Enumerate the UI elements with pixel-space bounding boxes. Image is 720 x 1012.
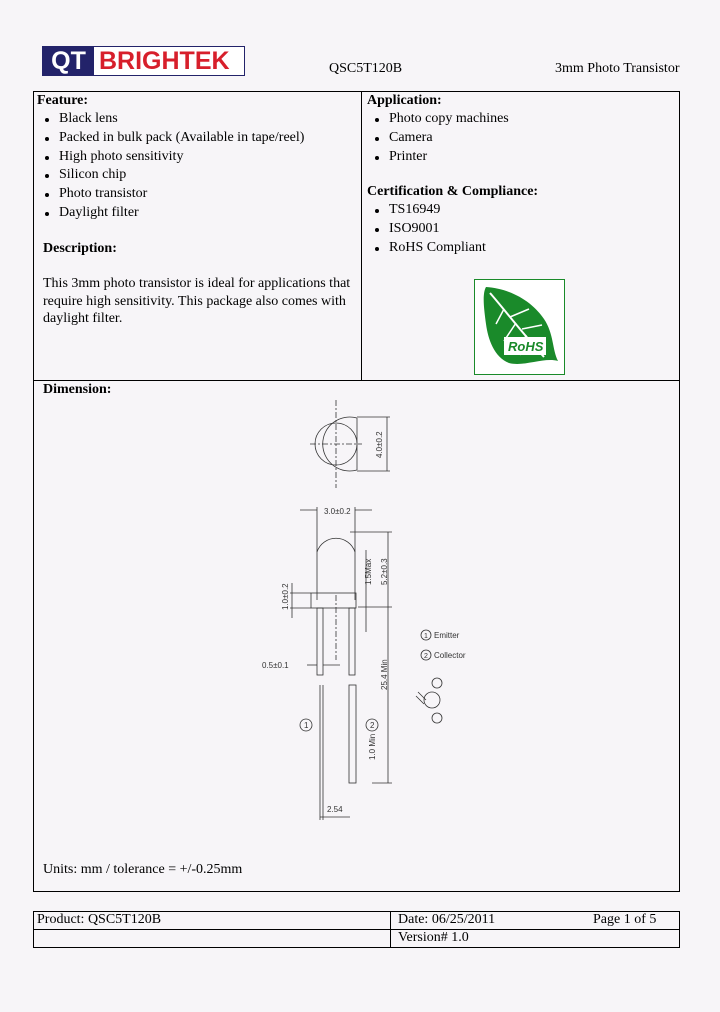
footer-page: Page 1 of 5 (593, 912, 657, 927)
dim-label: 1.5Max (364, 558, 373, 585)
footer-column-divider (390, 911, 391, 947)
dim-label: 2.54 (327, 805, 343, 814)
certification-heading: Certification & Compliance: (367, 184, 539, 199)
dim-label: 4.0±0.2 (375, 431, 384, 458)
side-view (262, 507, 392, 820)
list-item: ISO9001 (367, 220, 486, 239)
qt-brightek-logo (42, 46, 245, 76)
footer-version: Version# 1.0 (398, 930, 469, 945)
rohs-leaf-logo (474, 279, 566, 376)
list-item: Daylight filter (37, 204, 304, 223)
application-list (367, 110, 509, 166)
emitter-label: Emitter (434, 631, 460, 640)
dimension-drawing (250, 400, 480, 830)
rohs-text: RoHS (508, 339, 544, 354)
pin-label: 2 (370, 721, 375, 730)
list-item: Black lens (37, 110, 304, 129)
product-type: 3mm Photo Transistor (555, 61, 680, 76)
feature-heading: Feature: (37, 93, 89, 108)
dim-label: 3.0±0.2 (324, 507, 351, 516)
list-item: Photo transistor (37, 185, 304, 204)
pin-legend (416, 630, 466, 723)
certification-list (367, 201, 486, 257)
list-item: High photo sensitivity (37, 148, 304, 167)
list-item: RoHS Compliant (367, 239, 486, 258)
application-heading: Application: (367, 93, 442, 108)
footer-row-divider (33, 929, 679, 930)
logo-qt: QT (43, 47, 94, 75)
list-item: Printer (367, 148, 509, 167)
dim-label: 0.5±0.1 (262, 661, 289, 670)
description-heading: Description: (43, 241, 117, 256)
top-view (310, 400, 390, 488)
part-number: QSC5T120B (329, 61, 403, 76)
pin-label: 1 (304, 721, 309, 730)
list-item: Silicon chip (37, 166, 304, 185)
dim-label: 1.0 Min (368, 733, 377, 760)
description-line: daylight filter. (43, 311, 123, 326)
list-item: Photo copy machines (367, 110, 509, 129)
description-text (43, 275, 350, 328)
footer-product: Product: QSC5T120B (37, 912, 162, 927)
units-note: Units: mm / tolerance = +/-0.25mm (43, 862, 243, 877)
description-line: require high sensitivity. This package also comes with (43, 293, 346, 309)
list-item: Camera (367, 129, 509, 148)
dim-label: 25.4 Min (380, 659, 389, 690)
dim-label: 1.0±0.2 (281, 583, 290, 610)
dimension-heading: Dimension: (43, 382, 112, 397)
feature-list (37, 110, 304, 223)
logo-brand: BRIGHTEK (99, 47, 230, 75)
description-line: This 3mm photo transistor is ideal for applications that (43, 276, 351, 291)
column-divider (361, 91, 362, 380)
list-item: TS16949 (367, 201, 486, 220)
dim-label: 5.2±0.3 (380, 558, 389, 585)
footer-date: Date: 06/25/2011 (398, 912, 496, 927)
section-divider (33, 380, 679, 381)
pin-label: 1 (424, 633, 428, 640)
pin-label: 2 (424, 653, 428, 660)
collector-label: Collector (434, 651, 466, 660)
list-item: Packed in bulk pack (Available in tape/reel) (37, 129, 304, 148)
